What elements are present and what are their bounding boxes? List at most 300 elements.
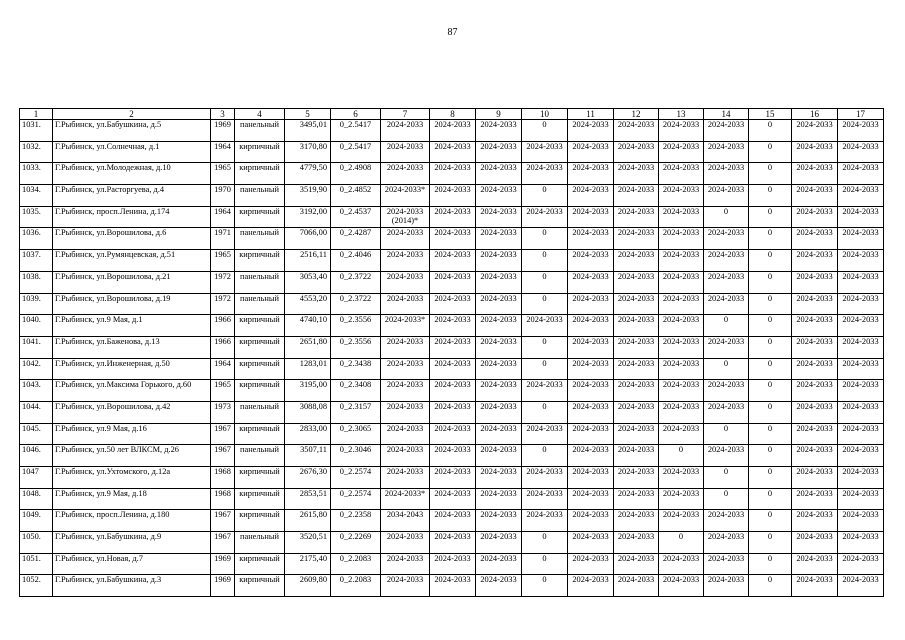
cell-period-c16: 2024-2033: [792, 553, 838, 575]
cell-period-c8: 2024-2033: [430, 141, 476, 163]
table-header: [20, 109, 884, 120]
cell-period-c7: 2024-2033: [381, 271, 430, 293]
cell-build-year: 1968: [211, 488, 235, 510]
cell-period-c11: 2024-2033: [568, 358, 614, 380]
cell-period-c7: 2024-2033: [381, 250, 430, 272]
cell-period-c11: 2024-2033: [568, 141, 614, 163]
cell-area: 3519,90: [285, 185, 331, 207]
cell-period-c7: 2024-2033: [381, 532, 430, 554]
cell-period-c9: 2024-2033: [476, 141, 522, 163]
cell-period-c11: 2024-2033: [568, 488, 614, 510]
cell-build-year: 1964: [211, 141, 235, 163]
table-row: [20, 141, 884, 163]
cell-period-c17: 2024-2033: [838, 532, 884, 554]
cell-period-c9: 2024-2033: [476, 380, 522, 402]
cell-area: 3195,00: [285, 380, 331, 402]
cell-period-c7: 2024-2033: [381, 141, 430, 163]
cell-period-c14: 2024-2033: [704, 293, 749, 315]
cell-period-c12: 2024-2033: [614, 510, 659, 532]
cell-period-c11: 2024-2033: [568, 185, 614, 207]
cell-priority-code: 0_2.3046: [331, 445, 381, 467]
cell-period-c8: 2024-2033: [430, 206, 476, 228]
cell-period-c14: 2024-2033: [704, 445, 749, 467]
cell-address: Г.Рыбинск, ул.Расторгуева, д.4: [53, 185, 211, 207]
cell-wall-material: кирпичный: [235, 575, 285, 597]
cell-period-c9: 2024-2033: [476, 445, 522, 467]
cell-area: 4740,10: [285, 315, 331, 337]
cell-period-c9: 2024-2033: [476, 510, 522, 532]
cell-period-c13: 2024-2033: [659, 488, 704, 510]
cell-priority-code: 0_2.4537: [331, 206, 381, 228]
cell-period-c17: 2024-2033: [838, 206, 884, 228]
cell-period-c17: 2024-2033: [838, 250, 884, 272]
cell-period-c16: 2024-2033: [792, 401, 838, 423]
cell-period-c13: 2024-2033: [659, 423, 704, 445]
cell-build-year: 1972: [211, 271, 235, 293]
header-row: [20, 109, 884, 120]
cell-period-c14: 0: [704, 423, 749, 445]
cell-value-c15: 0: [749, 488, 792, 510]
cell-period-c14: 0: [704, 206, 749, 228]
cell-period-c9: 2024-2033: [476, 423, 522, 445]
cell-period-c10: 2024-2033: [522, 206, 568, 228]
cell-period-c10: 0: [522, 575, 568, 597]
cell-row-number: 1048.: [20, 488, 53, 510]
cell-value-c15: 0: [749, 228, 792, 250]
cell-row-number: 1042.: [20, 358, 53, 380]
cell-period-c9: 2024-2033: [476, 271, 522, 293]
cell-address: Г.Рыбинск, ул.Ворошилова, д.6: [53, 228, 211, 250]
cell-period-c7: 2034-2043: [381, 510, 430, 532]
cell-build-year: 1972: [211, 293, 235, 315]
cell-value-c15: 0: [749, 380, 792, 402]
cell-value-c15: 0: [749, 250, 792, 272]
cell-period-c14: 2024-2033: [704, 141, 749, 163]
cell-priority-code: 0_2.2083: [331, 553, 381, 575]
cell-period-c14: 2024-2033: [704, 401, 749, 423]
cell-priority-code: 0_2.4852: [331, 185, 381, 207]
cell-address: Г.Рыбинск, ул.50 лет ВЛКСМ, д.26: [53, 445, 211, 467]
cell-period-c13: 2024-2033: [659, 380, 704, 402]
cell-period-c11: 2024-2033: [568, 423, 614, 445]
cell-period-c7: 2024-2033 (2014)*: [381, 206, 430, 228]
cell-period-c11: 2024-2033: [568, 401, 614, 423]
cell-wall-material: кирпичный: [235, 380, 285, 402]
cell-period-c12: 2024-2033: [614, 271, 659, 293]
cell-period-c8: 2024-2033: [430, 228, 476, 250]
cell-period-c7: 2024-2033*: [381, 488, 430, 510]
cell-period-c16: 2024-2033: [792, 293, 838, 315]
cell-value-c15: 0: [749, 467, 792, 489]
cell-period-c16: 2024-2033: [792, 250, 838, 272]
column-header-17: 17: [838, 109, 884, 120]
cell-period-c10: 2024-2033: [522, 423, 568, 445]
cell-period-c12: 2024-2033: [614, 163, 659, 185]
cell-build-year: 1967: [211, 510, 235, 532]
cell-row-number: 1038.: [20, 271, 53, 293]
cell-period-c7: 2024-2033: [381, 163, 430, 185]
cell-period-c9: 2024-2033: [476, 293, 522, 315]
cell-period-c13: 2024-2033: [659, 250, 704, 272]
cell-period-c16: 2024-2033: [792, 467, 838, 489]
cell-period-c17: 2024-2033: [838, 336, 884, 358]
cell-priority-code: 0_2.3065: [331, 423, 381, 445]
cell-period-c7: 2024-2033: [381, 380, 430, 402]
column-header-8: 8: [430, 109, 476, 120]
cell-priority-code: 0_2.3408: [331, 380, 381, 402]
cell-period-c13: 2024-2033: [659, 185, 704, 207]
cell-area: 3507,11: [285, 445, 331, 467]
cell-period-c14: 2024-2033: [704, 336, 749, 358]
cell-period-c11: 2024-2033: [568, 206, 614, 228]
column-header-10: 10: [522, 109, 568, 120]
cell-period-c7: 2024-2033: [381, 467, 430, 489]
cell-period-c8: 2024-2033: [430, 336, 476, 358]
cell-wall-material: кирпичный: [235, 553, 285, 575]
cell-row-number: 1032.: [20, 141, 53, 163]
table-row: [20, 532, 884, 554]
cell-period-c13: 2024-2033: [659, 163, 704, 185]
cell-area: 3170,80: [285, 141, 331, 163]
cell-period-c7: 2024-2033: [381, 293, 430, 315]
cell-period-c8: 2024-2033: [430, 467, 476, 489]
cell-row-number: 1040.: [20, 315, 53, 337]
cell-period-c8: 2024-2033: [430, 575, 476, 597]
cell-priority-code: 0_2.2269: [331, 532, 381, 554]
cell-build-year: 1969: [211, 553, 235, 575]
column-header-3: 3: [211, 109, 235, 120]
cell-period-c16: 2024-2033: [792, 488, 838, 510]
table-row: [20, 163, 884, 185]
cell-wall-material: панельный: [235, 445, 285, 467]
cell-row-number: 1033.: [20, 163, 53, 185]
cell-period-c16: 2024-2033: [792, 358, 838, 380]
cell-priority-code: 0_2.4046: [331, 250, 381, 272]
cell-period-c13: 2024-2033: [659, 401, 704, 423]
cell-build-year: 1967: [211, 423, 235, 445]
cell-period-c16: 2024-2033: [792, 510, 838, 532]
cell-value-c15: 0: [749, 163, 792, 185]
cell-period-c17: 2024-2033: [838, 423, 884, 445]
cell-period-c16: 2024-2033: [792, 445, 838, 467]
cell-period-c11: 2024-2033: [568, 293, 614, 315]
cell-period-c12: 2024-2033: [614, 445, 659, 467]
cell-period-c7: 2024-2033: [381, 120, 430, 142]
column-header-4: 4: [235, 109, 285, 120]
cell-period-c8: 2024-2033: [430, 358, 476, 380]
cell-wall-material: панельный: [235, 401, 285, 423]
cell-priority-code: 0_2.4908: [331, 163, 381, 185]
cell-address: Г.Рыбинск, ул.Солнечная, д.1: [53, 141, 211, 163]
cell-build-year: 1968: [211, 467, 235, 489]
cell-build-year: 1969: [211, 120, 235, 142]
cell-period-c17: 2024-2033: [838, 553, 884, 575]
cell-period-c16: 2024-2033: [792, 228, 838, 250]
cell-row-number: 1036.: [20, 228, 53, 250]
cell-period-c8: 2024-2033: [430, 532, 476, 554]
cell-period-c9: 2024-2033: [476, 401, 522, 423]
cell-wall-material: кирпичный: [235, 358, 285, 380]
cell-period-c9: 2024-2033: [476, 120, 522, 142]
cell-period-c12: 2024-2033: [614, 141, 659, 163]
cell-period-c11: 2024-2033: [568, 163, 614, 185]
cell-priority-code: 0_2.3438: [331, 358, 381, 380]
column-header-14: 14: [704, 109, 749, 120]
cell-period-c17: 2024-2033: [838, 380, 884, 402]
table-row: [20, 553, 884, 575]
cell-period-c9: 2024-2033: [476, 163, 522, 185]
cell-address: Г.Рыбинск, ул.Молодежная, д.10: [53, 163, 211, 185]
table-row: [20, 250, 884, 272]
cell-address: Г.Рыбинск, ул.Баженова, д.13: [53, 336, 211, 358]
cell-row-number: 1045.: [20, 423, 53, 445]
cell-period-c10: 0: [522, 336, 568, 358]
cell-period-c12: 2024-2033: [614, 315, 659, 337]
table-row: [20, 228, 884, 250]
cell-period-c7: 2024-2033: [381, 401, 430, 423]
cell-period-c8: 2024-2033: [430, 250, 476, 272]
cell-period-c10: 2024-2033: [522, 141, 568, 163]
cell-wall-material: кирпичный: [235, 423, 285, 445]
cell-period-c10: 0: [522, 553, 568, 575]
cell-period-c12: 2024-2033: [614, 206, 659, 228]
housing-table: [19, 108, 884, 597]
cell-period-c13: 2024-2033: [659, 206, 704, 228]
cell-period-c12: 2024-2033: [614, 553, 659, 575]
cell-value-c15: 0: [749, 510, 792, 532]
cell-period-c11: 2024-2033: [568, 445, 614, 467]
cell-area: 1283,01: [285, 358, 331, 380]
cell-period-c11: 2024-2033: [568, 271, 614, 293]
cell-period-c14: 2024-2033: [704, 120, 749, 142]
cell-row-number: 1037.: [20, 250, 53, 272]
cell-period-c10: 0: [522, 185, 568, 207]
table-row: [20, 293, 884, 315]
cell-period-c17: 2024-2033: [838, 510, 884, 532]
cell-priority-code: 0_2.2358: [331, 510, 381, 532]
cell-area: 4779,50: [285, 163, 331, 185]
cell-address: Г.Рыбинск, ул.9 Мая, д.1: [53, 315, 211, 337]
cell-period-c17: 2024-2033: [838, 271, 884, 293]
cell-period-c11: 2024-2033: [568, 380, 614, 402]
cell-period-c7: 2024-2033*: [381, 315, 430, 337]
cell-priority-code: 0_2.3157: [331, 401, 381, 423]
cell-period-c17: 2024-2033: [838, 185, 884, 207]
cell-address: Г.Рыбинск, ул.Ворошилова, д.21: [53, 271, 211, 293]
table-row: [20, 401, 884, 423]
cell-priority-code: 0_2.3722: [331, 293, 381, 315]
table-row: [20, 185, 884, 207]
cell-area: 3520,51: [285, 532, 331, 554]
cell-period-c10: 0: [522, 120, 568, 142]
cell-period-c17: 2024-2033: [838, 315, 884, 337]
cell-build-year: 1964: [211, 358, 235, 380]
cell-period-c12: 2024-2033: [614, 401, 659, 423]
cell-area: 4553,20: [285, 293, 331, 315]
cell-period-c16: 2024-2033: [792, 315, 838, 337]
cell-period-c10: 2024-2033: [522, 380, 568, 402]
cell-period-c10: 0: [522, 228, 568, 250]
cell-period-c8: 2024-2033: [430, 488, 476, 510]
cell-address: Г.Рыбинск, просп.Ленина, д.180: [53, 510, 211, 532]
cell-period-c13: 2024-2033: [659, 358, 704, 380]
cell-row-number: 1044.: [20, 401, 53, 423]
cell-period-c12: 2024-2033: [614, 380, 659, 402]
cell-period-c8: 2024-2033: [430, 293, 476, 315]
cell-period-c17: 2024-2033: [838, 445, 884, 467]
cell-period-c7: 2024-2033*: [381, 185, 430, 207]
cell-period-c7: 2024-2033: [381, 423, 430, 445]
cell-wall-material: кирпичный: [235, 250, 285, 272]
cell-wall-material: кирпичный: [235, 315, 285, 337]
cell-value-c15: 0: [749, 401, 792, 423]
table-row: [20, 358, 884, 380]
cell-area: 2609,80: [285, 575, 331, 597]
cell-priority-code: 0_2.2574: [331, 467, 381, 489]
table-row: [20, 206, 884, 228]
cell-period-c8: 2024-2033: [430, 510, 476, 532]
cell-area: 3495,01: [285, 120, 331, 142]
cell-period-c14: 0: [704, 358, 749, 380]
cell-row-number: 1051.: [20, 553, 53, 575]
page-number: 87: [447, 27, 458, 38]
table-row: [20, 271, 884, 293]
cell-value-c15: 0: [749, 553, 792, 575]
cell-period-c12: 2024-2033: [614, 358, 659, 380]
cell-wall-material: кирпичный: [235, 336, 285, 358]
cell-row-number: 1052.: [20, 575, 53, 597]
cell-period-c10: 0: [522, 358, 568, 380]
cell-period-c17: 2024-2033: [838, 163, 884, 185]
cell-period-c14: 0: [704, 467, 749, 489]
cell-period-c13: 2024-2033: [659, 228, 704, 250]
cell-period-c12: 2024-2033: [614, 488, 659, 510]
cell-period-c11: 2024-2033: [568, 315, 614, 337]
cell-period-c9: 2024-2033: [476, 228, 522, 250]
cell-period-c12: 2024-2033: [614, 228, 659, 250]
cell-period-c10: 0: [522, 445, 568, 467]
cell-area: 3053,40: [285, 271, 331, 293]
cell-priority-code: 0_2.3556: [331, 336, 381, 358]
cell-priority-code: 0_2.2083: [331, 575, 381, 597]
cell-row-number: 1050.: [20, 532, 53, 554]
column-header-5: 5: [285, 109, 331, 120]
cell-address: Г.Рыбинск, ул.Ворошилова, д.19: [53, 293, 211, 315]
cell-row-number: 1039.: [20, 293, 53, 315]
cell-value-c15: 0: [749, 336, 792, 358]
cell-area: 2175,40: [285, 553, 331, 575]
cell-period-c13: 2024-2033: [659, 575, 704, 597]
cell-period-c9: 2024-2033: [476, 358, 522, 380]
cell-period-c14: 2024-2033: [704, 163, 749, 185]
column-header-11: 11: [568, 109, 614, 120]
cell-address: Г.Рыбинск, ул.9 Мая, д.16: [53, 423, 211, 445]
table-row: [20, 575, 884, 597]
cell-period-c13: 2024-2033: [659, 467, 704, 489]
cell-period-c7: 2024-2033: [381, 575, 430, 597]
cell-period-c16: 2024-2033: [792, 336, 838, 358]
cell-period-c8: 2024-2033: [430, 380, 476, 402]
column-header-9: 9: [476, 109, 522, 120]
cell-period-c14: 2024-2033: [704, 575, 749, 597]
cell-build-year: 1966: [211, 336, 235, 358]
cell-build-year: 1971: [211, 228, 235, 250]
cell-period-c9: 2024-2033: [476, 553, 522, 575]
cell-period-c17: 2024-2033: [838, 141, 884, 163]
cell-priority-code: 0_2.5417: [331, 120, 381, 142]
column-header-7: 7: [381, 109, 430, 120]
cell-row-number: 1049.: [20, 510, 53, 532]
cell-period-c10: 0: [522, 271, 568, 293]
table-row: [20, 336, 884, 358]
cell-wall-material: кирпичный: [235, 467, 285, 489]
cell-row-number: 1031.: [20, 120, 53, 142]
cell-period-c7: 2024-2033: [381, 358, 430, 380]
cell-priority-code: 0_2.3722: [331, 271, 381, 293]
cell-period-c16: 2024-2033: [792, 163, 838, 185]
cell-build-year: 1973: [211, 401, 235, 423]
cell-value-c15: 0: [749, 120, 792, 142]
cell-wall-material: панельный: [235, 271, 285, 293]
cell-value-c15: 0: [749, 185, 792, 207]
cell-value-c15: 0: [749, 358, 792, 380]
cell-row-number: 1043.: [20, 380, 53, 402]
cell-period-c7: 2024-2033: [381, 553, 430, 575]
cell-area: 2516,11: [285, 250, 331, 272]
cell-period-c13: 2024-2033: [659, 336, 704, 358]
cell-build-year: 1965: [211, 250, 235, 272]
table-row: [20, 510, 884, 532]
cell-wall-material: панельный: [235, 185, 285, 207]
cell-build-year: 1967: [211, 532, 235, 554]
cell-value-c15: 0: [749, 315, 792, 337]
cell-build-year: 1965: [211, 380, 235, 402]
cell-period-c17: 2024-2033: [838, 228, 884, 250]
cell-period-c16: 2024-2033: [792, 185, 838, 207]
cell-period-c13: 2024-2033: [659, 271, 704, 293]
cell-build-year: 1969: [211, 575, 235, 597]
cell-priority-code: 0_2.2574: [331, 488, 381, 510]
cell-period-c11: 2024-2033: [568, 336, 614, 358]
cell-period-c12: 2024-2033: [614, 467, 659, 489]
cell-wall-material: панельный: [235, 120, 285, 142]
cell-period-c16: 2024-2033: [792, 380, 838, 402]
column-header-2: 2: [53, 109, 211, 120]
cell-address: Г.Рыбинск, ул.Румянцевская, д.51: [53, 250, 211, 272]
cell-period-c17: 2024-2033: [838, 467, 884, 489]
cell-address: Г.Рыбинск, ул.Максима Горького, д.60: [53, 380, 211, 402]
cell-value-c15: 0: [749, 293, 792, 315]
cell-address: Г.Рыбинск, ул.Инженерная, д.50: [53, 358, 211, 380]
cell-period-c17: 2024-2033: [838, 358, 884, 380]
cell-period-c11: 2024-2033: [568, 510, 614, 532]
cell-period-c7: 2024-2033: [381, 445, 430, 467]
cell-period-c13: 2024-2033: [659, 293, 704, 315]
cell-period-c8: 2024-2033: [430, 315, 476, 337]
cell-address: Г.Рыбинск, ул.Бабушкина, д.9: [53, 532, 211, 554]
cell-row-number: 1041.: [20, 336, 53, 358]
cell-row-number: 1046.: [20, 445, 53, 467]
cell-period-c17: 2024-2033: [838, 120, 884, 142]
cell-priority-code: 0_2.4287: [331, 228, 381, 250]
cell-period-c9: 2024-2033: [476, 336, 522, 358]
cell-period-c16: 2024-2033: [792, 141, 838, 163]
cell-period-c9: 2024-2033: [476, 315, 522, 337]
column-header-15: 15: [749, 109, 792, 120]
table-row: [20, 315, 884, 337]
cell-period-c9: 2024-2033: [476, 206, 522, 228]
cell-period-c16: 2024-2033: [792, 120, 838, 142]
